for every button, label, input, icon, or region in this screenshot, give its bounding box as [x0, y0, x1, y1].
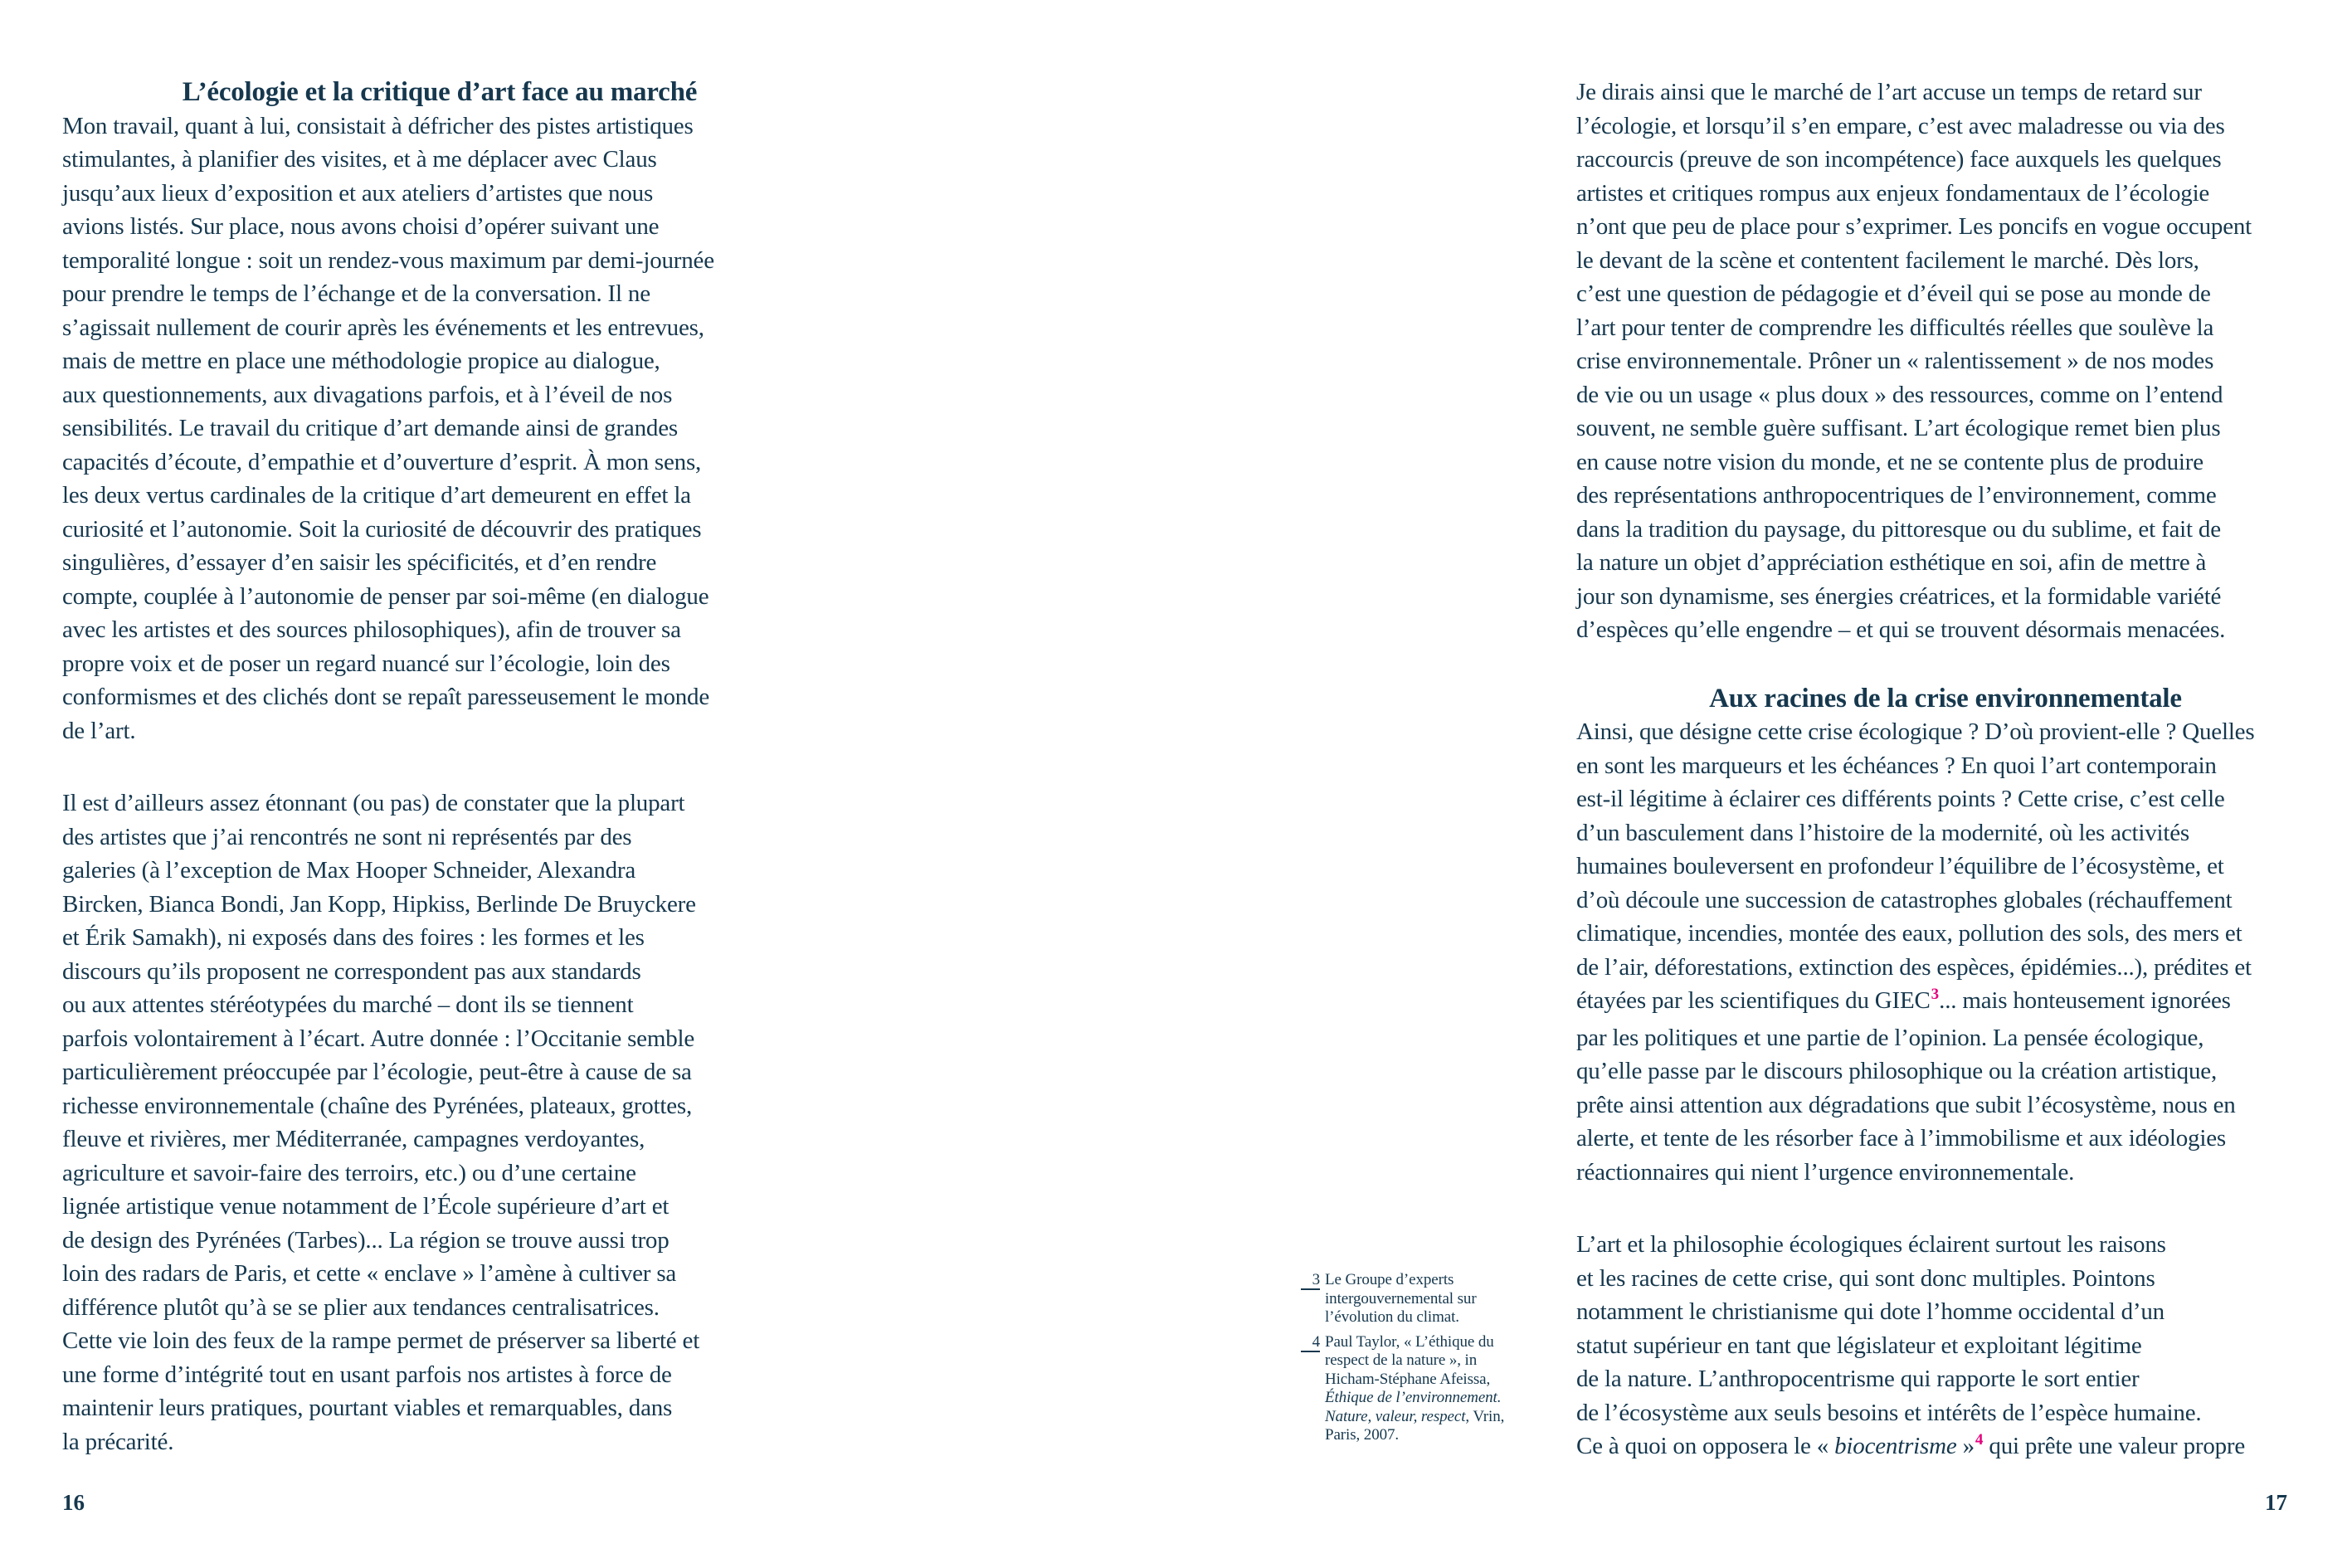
text-line: qu’elle passe par le discours philosophique ou la création artistique, [1576, 1058, 2218, 1084]
right-column [1576, 75, 2315, 1467]
text-line: parfois volontairement à l’écart. Autre donnée : l’Occitanie semble [62, 1025, 695, 1052]
text-line: de design des Pyrénées (Tarbes)... La région se trouve aussi trop [62, 1226, 670, 1254]
text-line: en sont les marqueurs et les échéances ? En quoi l’art contemporain [1576, 752, 2217, 779]
text-line: n’ont que peu de place pour s’exprimer. Les poncifs en vogue occupent [1576, 213, 2252, 240]
text-line: Paul Taylor, « L’éthique du [1325, 1332, 1494, 1351]
text-line: jour son dynamisme, ses énergies créatrices, et la formidable variété [1576, 582, 2222, 610]
text-line: le devant de la scène et contentent facilement le marché. Dès lors, [1576, 246, 2199, 274]
text-line: alerte, et tente de les résorber face à l’immobilisme et aux idéologies [1576, 1125, 2226, 1152]
text-line: respect de la nature », in [1325, 1351, 1478, 1369]
page-number-left: 16 [62, 1490, 85, 1515]
text-line: maintenir leurs pratiques, pourtant viables et remarquables, dans [62, 1395, 673, 1421]
text-line: intergouvernemental sur [1325, 1289, 1477, 1307]
text-line: différence plutôt qu’à se se plier aux tendances centralisatrices. [62, 1293, 660, 1321]
text-line: Hicham-Stéphane Afeissa, [1325, 1370, 1491, 1388]
text-line: dans la tradition du paysage, du pittoresque ou du sublime, et fait de [1576, 515, 2221, 543]
footnote [1301, 1333, 1550, 1445]
left-column [62, 75, 817, 1458]
text-line: de l’air, déforestations, extinction des espèces, épidémies...), prédites et [1576, 953, 2252, 981]
text-line: d’un basculement dans l’histoire de la modernité, où les activités [1576, 819, 2189, 846]
text-line: statut supérieur en tant que législateur et exploitant légitime [1576, 1332, 2142, 1359]
text-line: notamment le christianisme qui dote l’homme occidental d’un [1576, 1298, 2165, 1325]
text-line: les deux vertus cardinales de la critique d’art demeurent en effet la [62, 482, 691, 509]
text-line: agriculture et savoir-faire des terroirs, etc.) ou d’une certaine [62, 1159, 636, 1186]
text-line: Cette vie loin des feux de la rampe permet de préserver sa liberté et [62, 1327, 700, 1354]
text-line: sensibilités. Le travail du critique d’art demande ainsi de grandes [62, 415, 678, 441]
text-line: et Érik Samakh), ni exposés dans des foires : les formes et les [62, 924, 645, 951]
text-line: des artistes que j’ai rencontrés ne sont ni représentés par des [62, 823, 632, 850]
text-line: prête ainsi attention aux dégradations que subit l’écosystème, nous en [1576, 1091, 2236, 1118]
text-line: Le Groupe d’experts [1325, 1271, 1454, 1288]
text-line: de la nature. L’anthropocentrisme qui rapporte le sort entier [1576, 1366, 2140, 1392]
text-line: ou aux attentes stéréotypées du marché – dont ils se tiennent [62, 991, 634, 1018]
text-line: une forme d’intégrité tout en usant parfois nos artistes à force de [62, 1361, 672, 1388]
text-line: Je dirais ainsi que le marché de l’art accuse un temps de retard sur [1576, 79, 2202, 105]
paragraph [1576, 715, 2315, 1189]
text-line: par les politiques et une partie de l’opinion. La pensée écologique, [1576, 1024, 2204, 1051]
text-line: galeries (à l’exception de Max Hooper Schneider, Alexandra [62, 857, 636, 884]
text-line [1325, 1389, 1550, 1408]
text-line [1325, 1408, 1550, 1427]
footnote-number: 3 [1301, 1272, 1320, 1290]
text-line: temporalité longue : soit un rendez-vous maximum par demi-journée [62, 246, 714, 274]
text-line: curiosité et l’autonomie. Soit la curiosité de découvrir des pratiques [62, 515, 702, 543]
text-line: Bircken, Bianca Bondi, Jan Kopp, Hipkiss, Berlinde De Bruyckere [62, 890, 696, 918]
text-line: singulières, d’essayer d’en saisir les spécificités, et d’en rendre [62, 549, 657, 576]
text-line: c’est une question de pédagogie et d’éveil qui se pose au monde de [1576, 280, 2211, 307]
paragraph [1576, 75, 2315, 647]
text-line: d’espèces qu’elle engendre – et qui se trouvent désormais menacées. [1576, 616, 2226, 643]
emphasized-text: , Vrin, [1465, 1407, 1505, 1425]
text-line: capacités d’écoute, d’empathie et d’ouverture d’esprit. À mon sens, [62, 448, 702, 475]
text-line: s’agissait nullement de courir après les événements et les entrevues, [62, 314, 704, 341]
text-line: l’art pour tenter de comprendre les difficultés réelles que soulève la [1576, 314, 2214, 341]
text-line: pour prendre le temps de l’échange et de la conversation. Il ne [62, 280, 650, 307]
text-line: la nature un objet d’appréciation esthétique en soi, afin de mettre à [1576, 549, 2207, 576]
text-line: est-il légitime à éclairer ces différents points ? Cette crise, c’est celle [1576, 786, 2225, 812]
text-line: lignée artistique venue notamment de l’École supérieure d’art et [62, 1193, 670, 1220]
text-line: réactionnaires qui nient l’urgence environnementale. [1576, 1158, 2075, 1186]
emphasized-text: Éthique de l’environnement. [1325, 1389, 1502, 1406]
text-line: aux questionnements, aux divagations parfois, et à l’éveil de nos [62, 381, 673, 408]
text-line: avions listés. Sur place, nous avons choisi d’opérer suivant une [62, 213, 660, 240]
text-line: L’art et la philosophie écologiques éclairent surtout les raisons [1576, 1231, 2166, 1258]
text-line: raccourcis (preuve de son incompétence) face auxquels les quelques [1576, 146, 2222, 173]
text-line: d’où découle une succession de catastrophes globales (réchauffement [1576, 886, 2233, 913]
paragraph [1576, 1228, 2315, 1467]
text-line: étayées par les scientifiques du GIEC$^3$... mais honteusement ignorées [1576, 986, 2231, 1014]
footnote-reference: 3 [1931, 986, 1940, 1003]
text-line: en cause notre vision du monde, et ne se contente plus de produire [1576, 448, 2203, 475]
text-line: des représentations anthropocentriques de l’environnement, comme [1576, 482, 2217, 509]
text-line: de l’écosystème aux seuls besoins et intérêts de l’espèce humaine. [1576, 1399, 2202, 1426]
text-line: humaines bouleversent en profondeur l’équilibre de l’écosystème, et [1576, 853, 2224, 879]
text-line: et les racines de cette crise, qui sont donc multiples. Pointons [1576, 1264, 2155, 1292]
text-line: particulièrement préoccupée par l’écologie, peut-être à cause de sa [62, 1059, 692, 1085]
text-line: Il est d’ailleurs assez étonnant (ou pas) de constater que la plupart [62, 790, 685, 816]
text-line: climatique, incendies, montée des eaux, pollution des sols, des mers et [1576, 920, 2242, 947]
footnote [1301, 1271, 1550, 1327]
text-line: discours qu’ils proposent ne correspondent pas aux standards [62, 957, 641, 985]
text-line: Ce à quoi on opposera le « biocentrisme »$^4$ qui prête une valeur propre [1576, 1431, 2246, 1459]
text-line: l’évolution du climat. [1325, 1308, 1459, 1326]
footnotes-block [1301, 1271, 1550, 1451]
text-line: Ainsi, que désigne cette crise écologique ? D’où provient-elle ? Quelles [1576, 718, 2255, 745]
text-line: fleuve et rivières, mer Méditerranée, campagnes verdoyantes, [62, 1126, 645, 1152]
text-line: souvent, ne semble guère suffisant. L’art écologique remet bien plus [1576, 415, 2221, 441]
text-line: Mon travail, quant à lui, consistait à défricher des pistes artistiques [62, 112, 694, 139]
text-line: de l’art. [62, 717, 136, 744]
text-line: crise environnementale. Prôner un « ralentissement » de nos modes [1576, 348, 2214, 374]
text-line: de vie ou un usage « plus doux » des ressources, comme on l’entend [1576, 381, 2223, 408]
text-line: artistes et critiques rompus aux enjeux fondamentaux de l’écologie [1576, 179, 2210, 207]
left-paragraphs [62, 110, 817, 1459]
footnote-reference: 4 [1975, 1431, 1984, 1449]
text-line: loin des radars de Paris, et cette « enclave » l’amène à cultiver sa [62, 1260, 677, 1287]
emphasized-text: Nature, valeur, respect [1325, 1407, 1466, 1425]
paragraph [62, 110, 817, 748]
text-line: mais de mettre en place une méthodologie propice au dialogue, [62, 348, 660, 374]
emphasized-text: biocentrisme [1834, 1433, 1957, 1459]
text-line: propre voix et de poser un regard nuancé sur l’écologie, loin des [62, 650, 670, 677]
section-heading-ecologie-marche: L’écologie et la critique d’art face au marché [182, 77, 698, 107]
section-heading-racines-crise: Aux racines de la crise environnementale [1709, 683, 2182, 713]
text-line: Paris, 2007. [1325, 1426, 1400, 1444]
text-line: la précarité. [62, 1428, 174, 1455]
text-line: compte, couplée à l’autonomie de penser par soi-même (en dialogue [62, 582, 709, 610]
page-number-right: 17 [2265, 1490, 2287, 1515]
text-line: richesse environnementale (chaîne des Pyrénées, plateaux, grottes, [62, 1092, 693, 1119]
footnote-number: 4 [1301, 1334, 1320, 1352]
paragraph [62, 786, 817, 1458]
text-line: jusqu’aux lieux d’exposition et aux ateliers d’artistes que nous [62, 179, 654, 207]
text-line: avec les artistes et des sources philosophiques), afin de trouver sa [62, 616, 681, 643]
text-line: conformismes et des clichés dont se repaît paresseusement le monde [62, 684, 710, 710]
text-line: stimulantes, à planifier des visites, et à me déplacer avec Claus [62, 146, 657, 173]
text-line: l’écologie, et lorsqu’il s’en empare, c’est avec maladresse ou via des [1576, 112, 2225, 139]
